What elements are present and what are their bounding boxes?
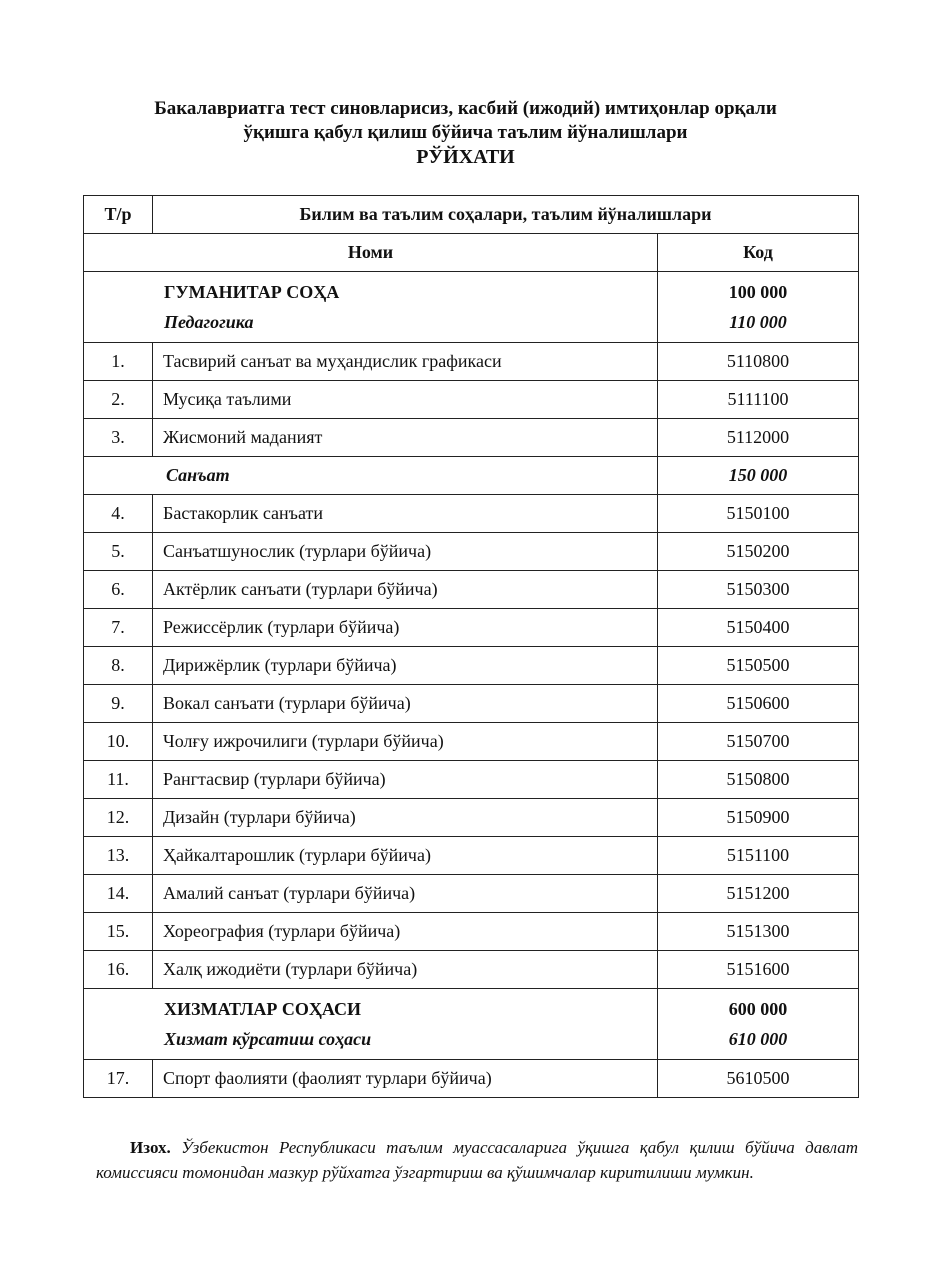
row-number: 11. (84, 761, 153, 799)
row-number: 15. (84, 913, 153, 951)
header-code: Код (658, 234, 859, 272)
row-code: 5111100 (658, 381, 859, 419)
footnote (96, 1135, 858, 1185)
sector-cell (84, 272, 658, 343)
row-name: Ҳайкалтарошлик (турлари бўйича) (153, 837, 658, 875)
category-name: Педагогика (164, 312, 254, 332)
table-row (84, 533, 859, 571)
row-number: 4. (84, 495, 153, 533)
row-name: Санъатшунослик (турлари бўйича) (153, 533, 658, 571)
table-subheader-row (84, 234, 859, 272)
row-number: 13. (84, 837, 153, 875)
row-number: 6. (84, 571, 153, 609)
sector-code-cell (658, 989, 859, 1060)
table-row (84, 685, 859, 723)
category-code: 110 000 (729, 312, 787, 332)
row-name: Актёрлик санъати (турлари бўйича) (153, 571, 658, 609)
category-row (84, 457, 859, 495)
row-number: 17. (84, 1060, 153, 1098)
table-header-row (84, 196, 859, 234)
header-fields: Билим ва таълим соҳалари, таълим йўналишлари (153, 196, 859, 234)
category-name: Хизмат кўрсатиш соҳаси (164, 1029, 372, 1049)
row-number: 5. (84, 533, 153, 571)
row-code: 5112000 (658, 419, 859, 457)
table-row (84, 723, 859, 761)
directions-table (83, 195, 859, 1098)
row-code: 5151300 (658, 913, 859, 951)
row-name: Вокал санъати (турлари бўйича) (153, 685, 658, 723)
row-code: 5150600 (658, 685, 859, 723)
sector-cell (84, 989, 658, 1060)
row-code: 5151100 (658, 837, 859, 875)
table-row (84, 951, 859, 989)
table-row (84, 419, 859, 457)
table-row (84, 495, 859, 533)
row-name: Чолғу ижрочилиги (турлари бўйича) (153, 723, 658, 761)
sector-code-cell (658, 272, 859, 343)
category-code: 610 000 (728, 1029, 788, 1049)
note-text: Ўзбекистон Республикаси таълим муассасаларига ўқишга қабул қилиш бўйича давлат комиссияси томонидан мазкур рўйхатга ўзгартириш ва қўшимчалар киритилиши мумкин. (96, 1138, 859, 1182)
sector-code: 100 000 (728, 282, 788, 302)
table-row (84, 343, 859, 381)
row-code: 5610500 (658, 1060, 859, 1098)
sector-name: ГУМАНИТАР СОҲА (164, 282, 340, 302)
sector-name: ХИЗМАТЛАР СОҲАСИ (164, 999, 362, 1019)
table-row (84, 609, 859, 647)
row-number: 1. (84, 343, 153, 381)
row-number: 3. (84, 419, 153, 457)
header-name: Номи (84, 234, 658, 272)
sector-row (84, 989, 859, 1060)
title-line-3: РЎЙХАТИ (416, 146, 515, 168)
row-code: 5150100 (658, 495, 859, 533)
row-name: Рангтасвир (турлари бўйича) (153, 761, 658, 799)
table-row (84, 647, 859, 685)
row-name: Бастакорлик санъати (153, 495, 658, 533)
row-number: 14. (84, 875, 153, 913)
row-code: 5150800 (658, 761, 859, 799)
table-row (84, 875, 859, 913)
row-number: 7. (84, 609, 153, 647)
table-row (84, 837, 859, 875)
title-line-2: ўқишга қабул қилиш бўйича таълим йўналишлари (243, 122, 688, 143)
table-row (84, 1060, 859, 1098)
table-row (84, 571, 859, 609)
row-number: 8. (84, 647, 153, 685)
row-name: Мусиқа таълими (153, 381, 658, 419)
sector-code: 600 000 (728, 999, 788, 1019)
table-row (84, 761, 859, 799)
row-code: 5150700 (658, 723, 859, 761)
title-line-1: Бакалавриатга тест синовларисиз, касбий (ижодий) имтиҳонлар орқали (154, 98, 777, 119)
row-number: 12. (84, 799, 153, 837)
table-row (84, 799, 859, 837)
row-name: Режиссёрлик (турлари бўйича) (153, 609, 658, 647)
row-name: Хореография (турлари бўйича) (153, 913, 658, 951)
row-number: 2. (84, 381, 153, 419)
row-code: 5110800 (658, 343, 859, 381)
row-code: 5151600 (658, 951, 859, 989)
row-name: Амалий санъат (турлари бўйича) (153, 875, 658, 913)
category-name: Санъат (84, 457, 658, 495)
row-name: Дирижёрлик (турлари бўйича) (153, 647, 658, 685)
table-row (84, 381, 859, 419)
row-code: 5150500 (658, 647, 859, 685)
row-number: 16. (84, 951, 153, 989)
note-label: Изох. (130, 1138, 171, 1157)
sector-row (84, 272, 859, 343)
category-code: 150 000 (658, 457, 859, 495)
row-number: 10. (84, 723, 153, 761)
document-title (0, 97, 931, 169)
row-code: 5150200 (658, 533, 859, 571)
row-number: 9. (84, 685, 153, 723)
row-name: Тасвирий санъат ва муҳандислик графикаси (153, 343, 658, 381)
row-code: 5150900 (658, 799, 859, 837)
row-code: 5151200 (658, 875, 859, 913)
row-name: Спорт фаолияти (фаолият турлари бўйича) (153, 1060, 658, 1098)
row-name: Халқ ижодиёти (турлари бўйича) (153, 951, 658, 989)
row-name: Дизайн (турлари бўйича) (153, 799, 658, 837)
row-code: 5150300 (658, 571, 859, 609)
row-code: 5150400 (658, 609, 859, 647)
header-num: Т/р (84, 196, 153, 234)
table-row (84, 913, 859, 951)
row-name: Жисмоний маданият (153, 419, 658, 457)
